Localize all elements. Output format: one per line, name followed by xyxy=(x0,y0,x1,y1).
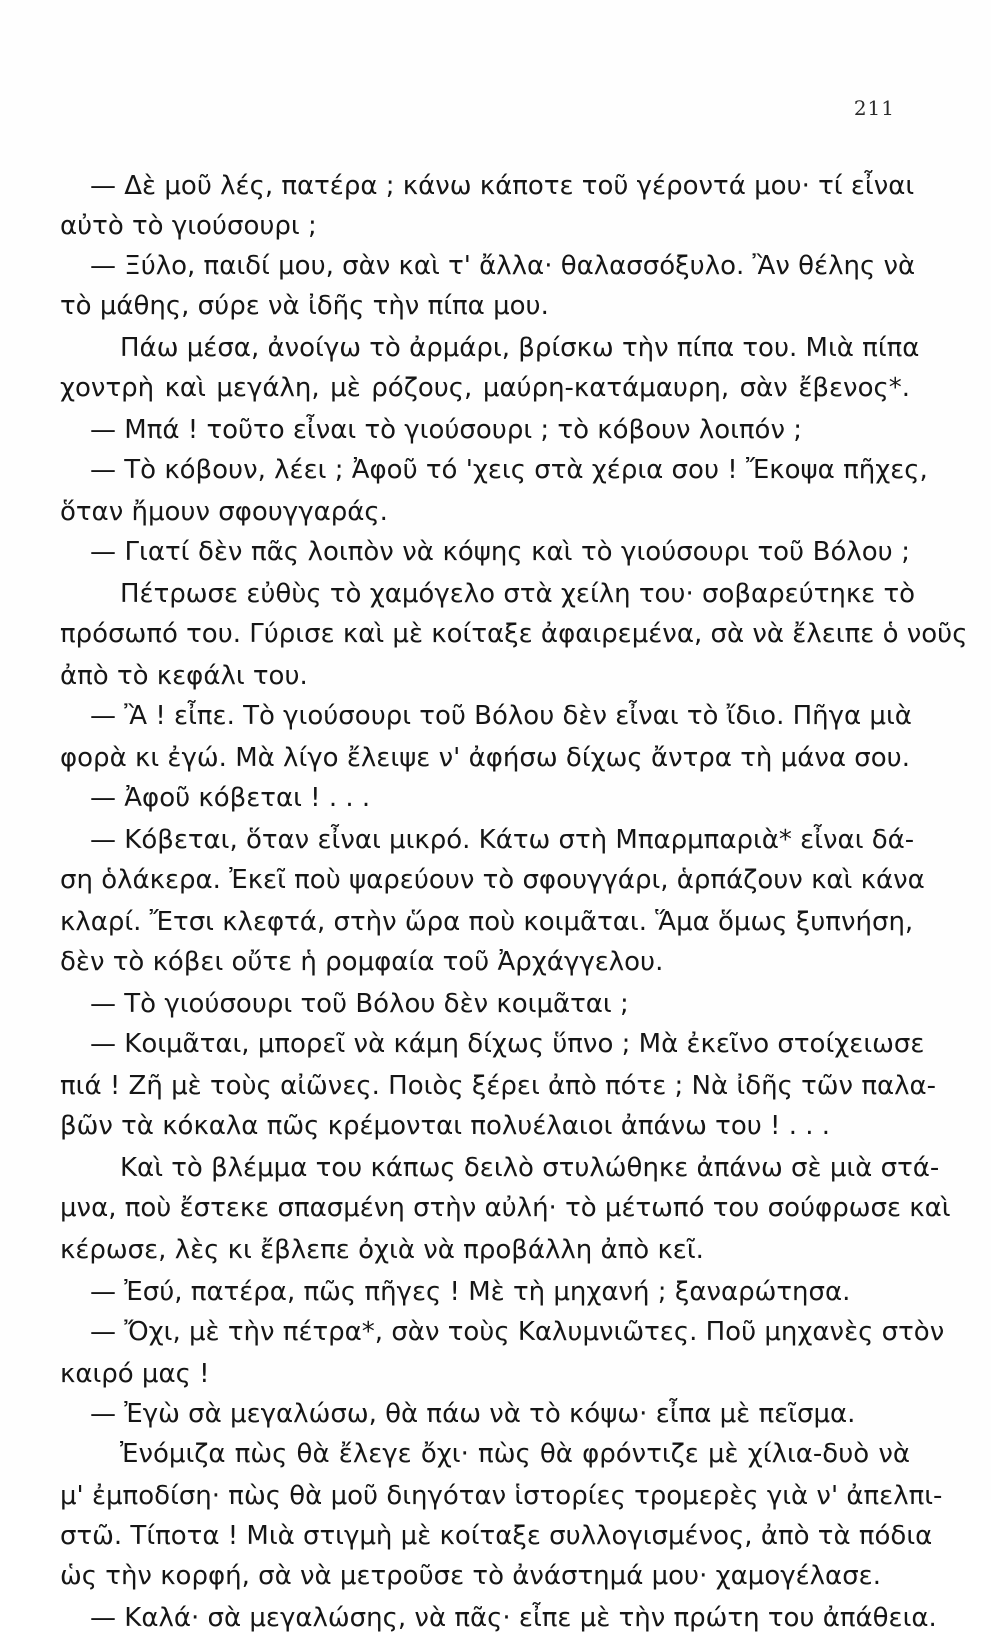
text-line: Ἐνόμιζα πὼς θὰ ἔλεγε ὄχι· πὼς θὰ φρόντιζε μὲ χίλια-δυὸ νὰ xyxy=(120,1439,910,1469)
text-line: — Τὸ κόβουν, λέει ; Ἀφοῦ τό 'χεις στὰ χέρια σου ! Ἔκοψα πῆχες, xyxy=(90,455,928,485)
text-line: πιά ! Ζῆ μὲ τοὺς αἰῶνες. Ποιὸς ξέρει ἀπὸ πότε ; Νὰ ἰδῆς τῶν παλα- xyxy=(60,1071,937,1101)
text-line: — Κόβεται, ὅταν εἶναι μικρό. Κάτω στὴ Μπαρμπαριὰ* εἶναι δά- xyxy=(90,825,915,855)
text-line: χοντρὴ καὶ μεγάλη, μὲ ρόζους, μαύρη-κατάμαυρη, σὰν ἔβενος*. xyxy=(60,373,910,403)
text-line: — Γιατί δὲν πᾶς λοιπὸν νὰ κόψης καὶ τὸ γιούσουρι τοῦ Βόλου ; xyxy=(90,537,910,567)
text-line: ὅταν ἤμουν σφουγγαράς. xyxy=(60,497,388,527)
text-line: αὐτὸ τὸ γιούσουρι ; xyxy=(60,211,317,241)
text-line: Πέτρωσε εὐθὺς τὸ χαμόγελο στὰ χείλη του· σοβαρεύτηκε τὸ xyxy=(120,579,916,609)
text-line: τὸ μάθης, σύρε νὰ ἰδῆς τὴν πίπα μου. xyxy=(60,291,549,321)
text-line: μ' ἐμποδίση· πὼς θὰ μοῦ διηγόταν ἱστορίες τρομερὲς γιὰ ν' ἀπελπι- xyxy=(60,1481,943,1511)
text-line: — Ἂ ! εἶπε. Τὸ γιούσουρι τοῦ Βόλου δὲν εἶναι τὸ ἴδιο. Πῆγα μιὰ xyxy=(90,701,912,731)
text-line: — Κοιμᾶται, μπορεῖ νὰ κάμη δίχως ὕπνο ; Μὰ ἐκεῖνο στοίχειωσε xyxy=(90,1029,925,1059)
page-number: 211 xyxy=(853,96,895,120)
text-line: φορὰ κι ἐγώ. Μὰ λίγο ἔλειψε ν' ἀφήσω δίχως ἄντρα τὴ μάνα σου. xyxy=(60,743,910,773)
text-line: ση ὁλάκερα. Ἐκεῖ ποὺ ψαρεύουν τὸ σφουγγάρι, ἁρπάζουν καὶ κάνα xyxy=(60,865,925,895)
text-line: — Ξύλο, παιδί μου, σὰν καὶ τ' ἄλλα· θαλασσόξυλο. Ἂν θέλης νὰ xyxy=(90,251,916,281)
text-line: ὡς τὴν κορφή, σὰ νὰ μετροῦσε τὸ ἀνάστημά μου· χαμογέλασε. xyxy=(60,1561,881,1591)
text-line: — Τὸ γιούσουρι τοῦ Βόλου δὲν κοιμᾶται ; xyxy=(90,989,629,1019)
text-line: ἀπὸ τὸ κεφάλι του. xyxy=(60,661,308,691)
text-line: — Ὄχι, μὲ τὴν πέτρα*, σὰν τοὺς Καλυμνιῶτες. Ποῦ μηχανὲς στὸν xyxy=(90,1317,945,1347)
text-line: βῶν τὰ κόκαλα πῶς κρέμονται πολυέλαιοι ἀπάνω του ! . . . xyxy=(60,1111,831,1141)
text-line: — Καλά· σὰ μεγαλώσης, νὰ πᾶς· εἶπε μὲ τὴν πρώτη του ἀπάθεια. xyxy=(90,1603,937,1633)
text-line: — Ἀφοῦ κόβεται ! . . . xyxy=(90,783,371,813)
text-line: — Μπά ! τοῦτο εἶναι τὸ γιούσουρι ; τὸ κόβουν λοιπόν ; xyxy=(90,415,803,445)
text-line: μνα, ποὺ ἔστεκε σπασμένη στὴν αὐλή· τὸ μέτωπό του σούφρωσε καὶ xyxy=(60,1193,951,1223)
text-line: δὲν τὸ κόβει οὔτε ἡ ρομφαία τοῦ Ἀρχάγγελου. xyxy=(60,947,664,977)
text-line: — Ἐσύ, πατέρα, πῶς πῆγες ! Μὲ τὴ μηχανή ; ξαναρώτησα. xyxy=(90,1277,851,1307)
text-line: Καὶ τὸ βλέμμα του κάπως δειλὸ στυλώθηκε ἀπάνω σὲ μιὰ στά- xyxy=(120,1153,940,1183)
text-line: στῶ. Τίποτα ! Μιὰ στιγμὴ μὲ κοίταξε συλλογισμένος, ἀπὸ τὰ πόδια xyxy=(60,1521,933,1551)
text-line: — Δὲ μοῦ λές, πατέρα ; κάνω κάποτε τοῦ γέροντά μου· τί εἶναι xyxy=(90,171,915,201)
text-line: — Ἐγὼ σὰ μεγαλώσω, θὰ πάω νὰ τὸ κόψω· εἶπα μὲ πεῖσμα. xyxy=(90,1399,856,1429)
text-line: κέρωσε, λὲς κι ἔβλεπε ὀχιὰ νὰ προβάλλη ἀπὸ κεῖ. xyxy=(60,1235,704,1265)
text-line: πρόσωπό του. Γύρισε καὶ μὲ κοίταξε ἀφαιρεμένα, σὰ νὰ ἔλειπε ὁ νοῦς xyxy=(60,619,968,649)
text-line: Πάω μέσα, ἀνοίγω τὸ ἀρμάρι, βρίσκω τὴν πίπα του. Μιὰ πίπα xyxy=(120,333,920,363)
text-line: κλαρί. Ἔτσι κλεφτά, στὴν ὥρα ποὺ κοιμᾶται. Ἅμα ὅμως ξυπνήση, xyxy=(60,907,914,937)
text-line: καιρό μας ! xyxy=(60,1359,210,1389)
